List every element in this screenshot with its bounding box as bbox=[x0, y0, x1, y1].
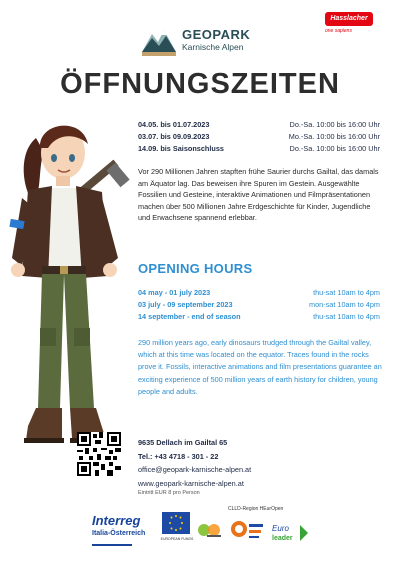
hours-dates: 04.05. bis 01.07.2023 bbox=[138, 120, 210, 129]
interreg-logo bbox=[92, 513, 158, 553]
sponsor-logo bbox=[325, 12, 373, 36]
contact-phone[interactable]: Tel.: +43 4718 - 301 - 22 bbox=[138, 451, 219, 461]
contact-website[interactable]: www.geopark-karnische-alpen.at bbox=[138, 478, 244, 488]
euleader-logo-icon bbox=[270, 521, 310, 543]
qr-code-icon[interactable] bbox=[77, 432, 121, 476]
hours-dates: 14 september - end of season bbox=[138, 312, 241, 321]
opening-hours-de bbox=[138, 120, 380, 156]
hours-times: Do.-Sa. 10:00 bis 16:00 Uhr bbox=[289, 144, 380, 153]
geopark-logo bbox=[140, 22, 265, 62]
interreg-wordmark: Interreg bbox=[92, 513, 141, 528]
admission-note: Eintritt EUR 8 pro Person bbox=[138, 490, 200, 496]
hours-row bbox=[138, 312, 380, 324]
clld-caption: CLLD-Region HEurOpen bbox=[228, 506, 284, 512]
hours-dates: 03.07. bis 09.09.2023 bbox=[138, 132, 210, 141]
mountain-logo-icon bbox=[140, 24, 178, 58]
hours-row bbox=[138, 288, 380, 300]
svg-text:leader: leader bbox=[272, 535, 293, 542]
clld-region-logo-icon bbox=[230, 518, 264, 542]
hours-times: thu-sat 10am to 4pm bbox=[313, 288, 380, 297]
hours-times: Mo.-Sa. 10:00 bis 16:00 Uhr bbox=[288, 132, 380, 141]
eu-caption: EUROPEAN FUNDS bbox=[160, 537, 194, 541]
description-de: Vor 290 Millionen Jahren stapften frühe Saurier durchs Gailtal, das damals am Äquator lag. Das beweisen ihre Spuren im Gestein. Ausgewählte Fossilien und Gesteine, interaktive Animationen und Filmpräsentationen machen über 500 Millionen Jahre Erdgeschichte für Kinder, Jugendliche und Erwachsene spannend erlebbar. bbox=[138, 167, 379, 222]
interreg-subtitle: Italia-Österreich bbox=[92, 530, 146, 537]
hours-row bbox=[138, 300, 380, 312]
hours-row bbox=[138, 132, 380, 144]
hours-row bbox=[138, 144, 380, 156]
contact-address: 9635 Dellach im Gailtal 65 bbox=[138, 438, 228, 447]
partner-logo-icon bbox=[197, 521, 225, 539]
page-title: ÖFFNUNGSZEITEN bbox=[60, 68, 340, 100]
eu-flag-icon bbox=[162, 512, 190, 534]
opening-hours-en bbox=[138, 288, 380, 324]
hours-row bbox=[138, 120, 380, 132]
hours-times: thu-sat 10am to 4pm bbox=[313, 312, 380, 321]
hours-dates: 14.09. bis Saisonschluss bbox=[138, 144, 224, 153]
contact-info bbox=[138, 436, 338, 490]
hours-dates: 03 july - 09 september 2023 bbox=[138, 300, 233, 309]
svg-text:Euro: Euro bbox=[272, 524, 289, 533]
sponsor-tagline: one sapiens bbox=[325, 28, 352, 34]
hours-times: Do.-Sa. 10:00 bis 16:00 Uhr bbox=[289, 120, 380, 129]
description-en: 290 million years ago, early dinosaurs trudged through the Gailtal valley, which at this time was located on the equator. Traces found in the rocks prove it. Fossils, interactive animations and film presentations guarantee an exciting experience of 500 million years of earth history for children, young people and adults. bbox=[138, 338, 382, 396]
sponsor-name: Hasslacher bbox=[325, 12, 373, 26]
interreg-underline-icon bbox=[92, 541, 152, 549]
contact-email[interactable]: office@geopark-karnische-alpen.at bbox=[138, 465, 252, 474]
hours-times: mon-sat 10am to 4pm bbox=[309, 300, 380, 309]
logo-subtitle: Karnische Alpen bbox=[182, 42, 244, 52]
opening-hours-title-en: OPENING HOURS bbox=[138, 261, 253, 276]
hours-dates: 04 may - 01 july 2023 bbox=[138, 288, 211, 297]
logo-title: GEOPARK bbox=[182, 27, 251, 42]
